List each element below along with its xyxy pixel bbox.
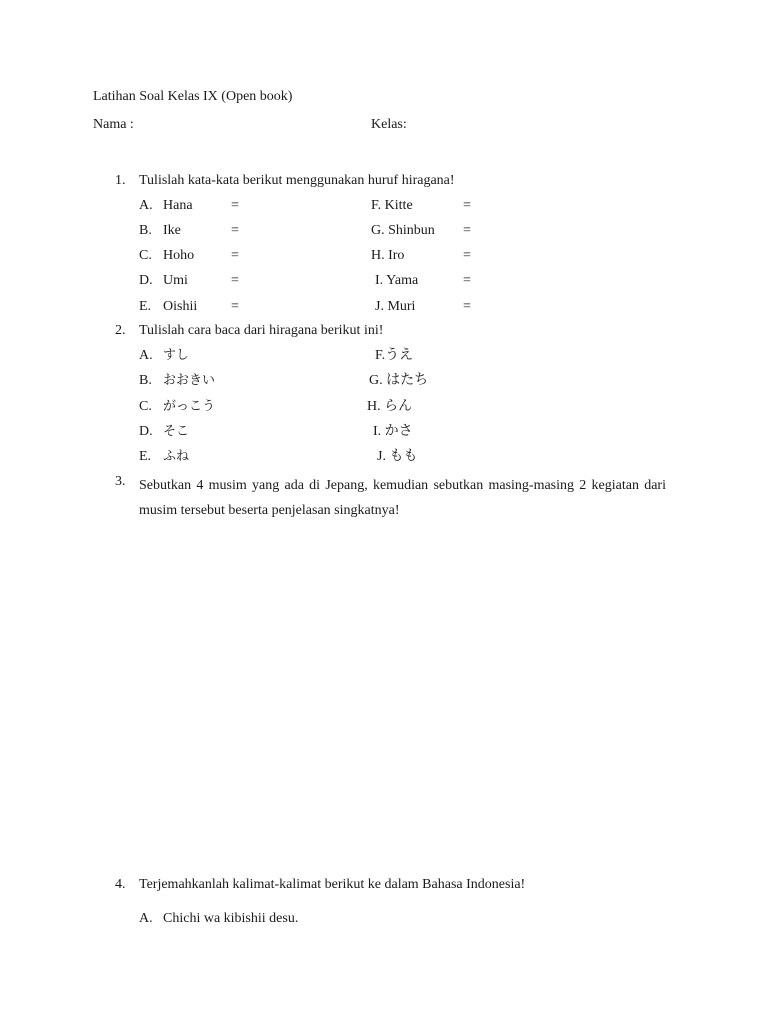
q1-item-right: J. Muri <box>375 299 416 314</box>
q4-item-text: Chichi wa kibishii desu. <box>163 911 299 926</box>
equals-sign: = <box>231 198 239 213</box>
q2-item-hiragana: そこ <box>163 424 190 439</box>
q1-item-letter: D. <box>139 273 153 288</box>
q2-item-right: G. はたち <box>369 373 429 388</box>
q1-item-letter: C. <box>139 248 152 263</box>
q2-item-letter: B. <box>139 373 152 388</box>
equals-sign: = <box>231 273 239 288</box>
equals-sign: = <box>463 248 471 263</box>
equals-sign: = <box>463 299 471 314</box>
q2-item-hiragana: おおきい <box>163 373 216 388</box>
q1-item-letter: E. <box>139 299 152 314</box>
q2-item-letter: E. <box>139 449 152 464</box>
question-3-text: Sebutkan 4 musim yang ada di Jepang, kemudian sebutkan masing-masing 2 kegiatan dari musim tersebut beserta penjelasan singkatnya! <box>139 478 666 518</box>
q1-item-word: Hana <box>163 198 193 213</box>
q1-item-right: F. Kitte <box>371 198 413 213</box>
nama-label: Nama : <box>93 117 134 132</box>
q2-item-letter: D. <box>139 424 153 439</box>
q2-item-hiragana: がっこう <box>163 399 216 414</box>
question-3-number: 3. <box>115 474 126 489</box>
q1-item-right: H. Iro <box>371 248 405 263</box>
question-4-prompt: Terjemahkanlah kalimat-kalimat berikut ke dalam Bahasa Indonesia! <box>139 877 526 892</box>
worksheet-title: Latihan Soal Kelas IX (Open book) <box>93 89 293 104</box>
q4-item-letter: A. <box>139 911 153 926</box>
question-4-number: 4. <box>115 877 126 892</box>
q1-item-right: G. Shinbun <box>371 223 435 238</box>
q2-item-right: F.うえ <box>375 348 414 363</box>
q2-item-hiragana: すし <box>163 348 190 363</box>
equals-sign: = <box>231 299 239 314</box>
question-1-prompt: Tulislah kata-kata berikut menggunakan huruf hiragana! <box>139 173 455 188</box>
question-2-prompt: Tulislah cara baca dari hiragana berikut ini! <box>139 323 384 338</box>
q1-item-letter: B. <box>139 223 152 238</box>
question-1-number: 1. <box>115 173 126 188</box>
equals-sign: = <box>463 273 471 288</box>
q1-item-letter: A. <box>139 198 153 213</box>
q1-item-word: Oishii <box>163 299 198 314</box>
equals-sign: = <box>463 198 471 213</box>
equals-sign: = <box>231 248 239 263</box>
q1-item-right: I. Yama <box>375 273 419 288</box>
question-2-number: 2. <box>115 323 126 338</box>
q2-item-right: H. らん <box>367 399 413 414</box>
q1-item-word: Hoho <box>163 248 195 263</box>
equals-sign: = <box>463 223 471 238</box>
equals-sign: = <box>231 223 239 238</box>
q2-item-right: I. かさ <box>373 424 413 439</box>
q2-item-hiragana: ふね <box>163 449 190 464</box>
q2-item-right: J. もも <box>377 449 418 464</box>
q1-item-word: Ike <box>163 223 181 238</box>
q2-item-letter: C. <box>139 399 152 414</box>
kelas-label: Kelas: <box>371 117 407 132</box>
q2-item-letter: A. <box>139 348 153 363</box>
q1-item-word: Umi <box>163 273 188 288</box>
